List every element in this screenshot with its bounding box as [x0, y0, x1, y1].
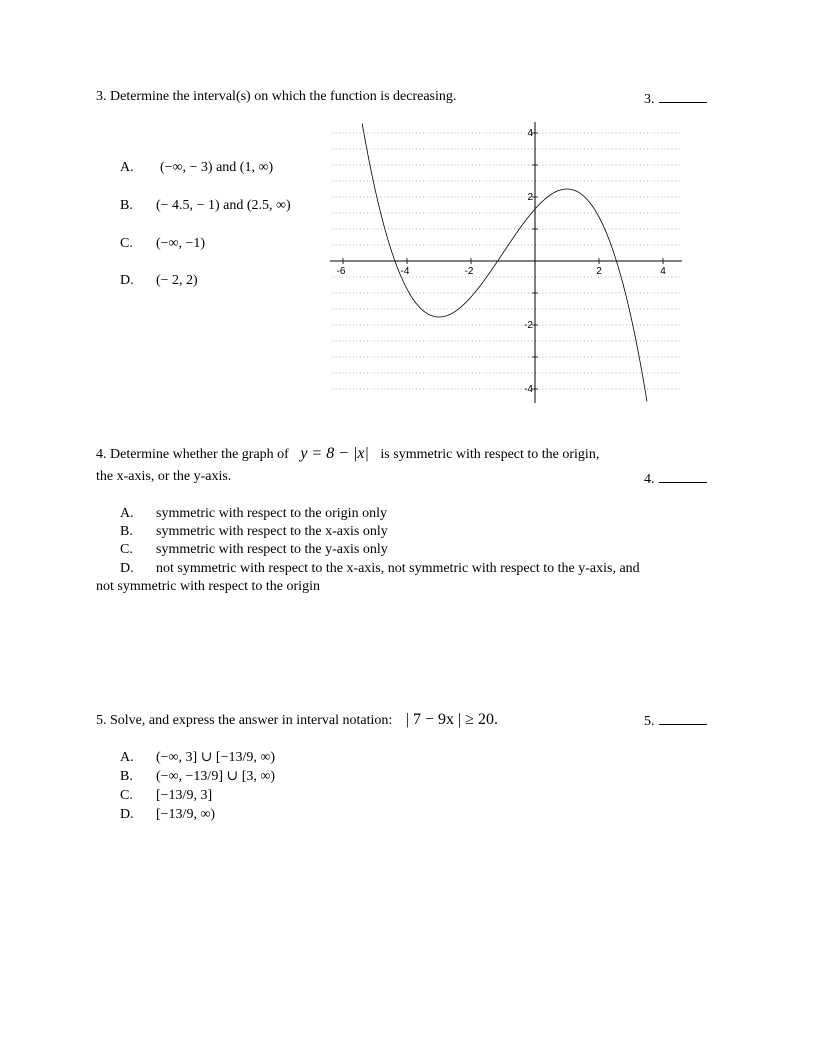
- q5-answer-label: 5.: [644, 714, 655, 729]
- graph-axes: [330, 122, 682, 403]
- q4-option-d[interactable]: [120, 562, 720, 578]
- option-text: symmetric with respect to the x-axis only: [156, 524, 388, 539]
- q4-option-b[interactable]: [120, 525, 720, 541]
- q5-option-a[interactable]: [120, 751, 720, 767]
- q4-option-a[interactable]: [120, 507, 720, 523]
- option-text: not symmetric with respect to the x-axis, not symmetric with respect to the y-axis, and: [156, 561, 640, 576]
- option-text: (−∞, − 3) and (1, ∞): [160, 160, 274, 175]
- q5-option-c[interactable]: [120, 789, 720, 805]
- q5-answer-line[interactable]: [659, 712, 707, 725]
- option-letter: B.: [120, 198, 133, 213]
- option-text: (−∞, −1): [156, 236, 206, 251]
- option-text: [−13/9, 3]: [156, 788, 213, 803]
- q4-option-d-continuation: not symmetric with respect to the origin: [96, 579, 320, 594]
- function-curve: [362, 123, 647, 401]
- q5-prompt: 5. Solve, and express the answer in interval notation:: [96, 713, 393, 728]
- option-text: symmetric with respect to the origin only: [156, 506, 387, 521]
- q4-answer-line[interactable]: [659, 470, 707, 483]
- option-text: (− 4.5, − 1) and (2.5, ∞): [156, 198, 291, 213]
- y-tick-label: -4: [524, 384, 533, 395]
- option-text: (−∞, 3] ∪ [−13/9, ∞): [156, 750, 276, 765]
- q4-prompt-line2: the x-axis, or the y-axis.: [96, 469, 232, 484]
- option-letter: C.: [120, 788, 133, 803]
- q5-prompt-line: [96, 712, 498, 728]
- y-tick-label: 4: [527, 128, 533, 139]
- x-tick-label: 4: [660, 266, 666, 277]
- option-letter: A.: [120, 750, 134, 765]
- x-tick-label: 2: [596, 266, 602, 277]
- q4-answer-label: 4.: [644, 472, 655, 487]
- option-letter: B.: [120, 769, 133, 784]
- x-tick-label: -4: [400, 266, 410, 277]
- option-letter: B.: [120, 524, 133, 539]
- y-tick-label: 2: [527, 192, 533, 203]
- option-letter: D.: [120, 561, 134, 576]
- x-tick-label: -6: [336, 266, 346, 277]
- q3-answer-line[interactable]: [659, 90, 707, 103]
- option-letter: C.: [120, 542, 133, 557]
- q4-equation: y = 8 − |x|: [300, 445, 369, 462]
- q3-answer-blank[interactable]: [644, 90, 707, 107]
- option-text: (−∞, −13/9] ∪ [3, ∞): [156, 769, 276, 784]
- option-letter: C.: [120, 236, 133, 251]
- q5-answer-blank[interactable]: [644, 712, 707, 729]
- q3-answer-label: 3.: [644, 92, 655, 107]
- q5-equation: | 7 − 9x | ≥ 20.: [405, 711, 498, 728]
- q4-prompt: [96, 446, 599, 462]
- q5-option-d[interactable]: [120, 808, 720, 824]
- q4-option-c[interactable]: [120, 543, 720, 559]
- function-graph: [330, 120, 685, 405]
- option-text: [−13/9, ∞): [156, 807, 216, 822]
- option-text: (− 2, 2): [156, 273, 198, 288]
- q4-answer-blank[interactable]: [644, 470, 707, 487]
- y-tick-label: -2: [524, 320, 533, 331]
- option-letter: D.: [120, 807, 134, 822]
- q4-prompt-post: is symmetric with respect to the origin,: [380, 447, 600, 462]
- q5-option-b[interactable]: [120, 770, 720, 786]
- x-tick-label: -2: [464, 266, 474, 277]
- q3-prompt: 3. Determine the interval(s) on which the function is decreasing.: [96, 89, 457, 104]
- option-text: symmetric with respect to the y-axis only: [156, 542, 388, 557]
- option-letter: A.: [120, 506, 134, 521]
- option-letter: A.: [120, 160, 134, 175]
- q4-prompt-pre: 4. Determine whether the graph of: [96, 447, 289, 462]
- option-letter: D.: [120, 273, 134, 288]
